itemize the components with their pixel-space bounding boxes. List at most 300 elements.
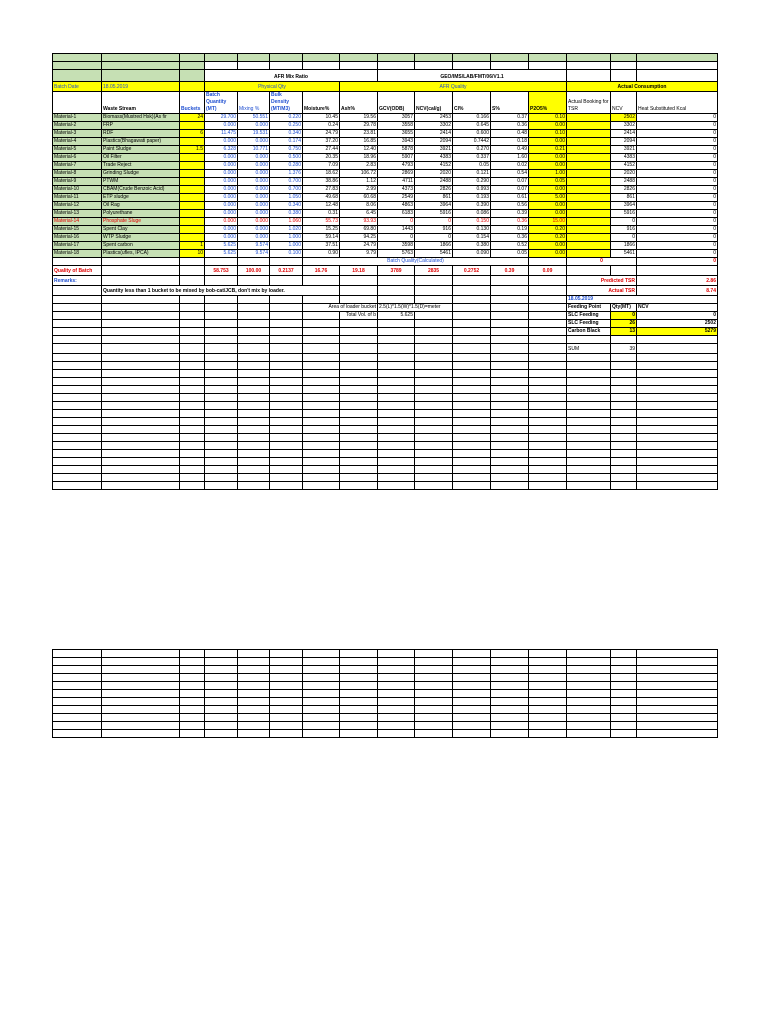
- cell[interactable]: [303, 706, 340, 714]
- ncv-value[interactable]: 2094: [611, 138, 637, 146]
- cell[interactable]: [102, 386, 180, 394]
- total-zero[interactable]: 0: [567, 258, 637, 266]
- ncv-value[interactable]: 2020: [611, 170, 637, 178]
- cell[interactable]: [270, 370, 303, 378]
- actual-booking-input[interactable]: [567, 218, 611, 226]
- column-header-mixing[interactable]: Mixing %: [238, 92, 270, 114]
- material-id[interactable]: Material-12: [53, 202, 102, 210]
- cell[interactable]: [180, 320, 205, 328]
- cell[interactable]: [303, 722, 340, 730]
- cell[interactable]: [102, 344, 180, 354]
- cell[interactable]: [270, 666, 303, 674]
- cell[interactable]: [529, 418, 567, 426]
- cell[interactable]: [529, 402, 567, 410]
- cell[interactable]: [637, 336, 718, 344]
- cell[interactable]: [238, 650, 270, 658]
- quality-moist[interactable]: 37.20: [303, 138, 340, 146]
- cell[interactable]: [180, 70, 205, 82]
- heat-substituted[interactable]: 0: [637, 210, 718, 218]
- cell[interactable]: [102, 682, 180, 690]
- loader-area-label[interactable]: Area of loader bucket: [303, 304, 378, 312]
- cell[interactable]: [53, 730, 102, 738]
- cell[interactable]: [415, 328, 453, 336]
- cell[interactable]: [567, 362, 611, 370]
- cell[interactable]: [453, 682, 491, 690]
- cell[interactable]: [453, 458, 491, 466]
- column-header-ncv2[interactable]: NCV: [611, 92, 637, 114]
- cell[interactable]: [491, 362, 529, 370]
- cell[interactable]: [53, 442, 102, 450]
- cell[interactable]: [529, 62, 567, 70]
- loader-vol[interactable]: 5.625: [378, 312, 415, 320]
- cell[interactable]: [453, 666, 491, 674]
- cell[interactable]: [53, 370, 102, 378]
- cell[interactable]: [340, 394, 378, 402]
- physical-qty-label[interactable]: Physical Qty: [205, 82, 340, 92]
- quality-gcv[interactable]: 3057: [378, 114, 415, 122]
- mixing-pct[interactable]: 0.000: [238, 186, 270, 194]
- cell[interactable]: [378, 706, 415, 714]
- cell[interactable]: [53, 434, 102, 442]
- cell[interactable]: [270, 354, 303, 362]
- cell[interactable]: [180, 362, 205, 370]
- cell[interactable]: [529, 354, 567, 362]
- cell[interactable]: [491, 54, 529, 62]
- cell[interactable]: [415, 658, 453, 666]
- cell[interactable]: [637, 266, 718, 276]
- cell[interactable]: [180, 304, 205, 312]
- cell[interactable]: [611, 434, 637, 442]
- remarks-label[interactable]: Remarks:: [53, 276, 102, 286]
- cell[interactable]: [205, 650, 238, 658]
- cell[interactable]: [637, 378, 718, 386]
- cell[interactable]: [611, 394, 637, 402]
- quality-ash[interactable]: 69.80: [340, 226, 378, 234]
- p2o5[interactable]: 0.10: [529, 114, 567, 122]
- cell[interactable]: [453, 394, 491, 402]
- cell[interactable]: [637, 402, 718, 410]
- cell[interactable]: [637, 458, 718, 466]
- material-id[interactable]: Material-18: [53, 250, 102, 258]
- quality-cl[interactable]: 0.086: [453, 210, 491, 218]
- cell[interactable]: [611, 442, 637, 450]
- cell[interactable]: [378, 276, 415, 286]
- cell[interactable]: [270, 714, 303, 722]
- mixing-pct[interactable]: 9.574: [238, 242, 270, 250]
- cell[interactable]: [637, 714, 718, 722]
- actual-booking-input[interactable]: [567, 162, 611, 170]
- material-id[interactable]: Material-7: [53, 162, 102, 170]
- cell[interactable]: [637, 394, 718, 402]
- cell[interactable]: [378, 410, 415, 418]
- batch-qty[interactable]: 0.000: [205, 234, 238, 242]
- cell[interactable]: [611, 426, 637, 434]
- cell[interactable]: [529, 658, 567, 666]
- cell[interactable]: [53, 394, 102, 402]
- material-name[interactable]: Plastics(ufles, IPCA): [102, 250, 180, 258]
- cell[interactable]: [637, 442, 718, 450]
- cell[interactable]: [238, 336, 270, 344]
- cell[interactable]: [205, 722, 238, 730]
- cell[interactable]: [491, 336, 529, 344]
- quality-gcv[interactable]: 3789: [378, 266, 415, 276]
- cell[interactable]: [53, 304, 102, 312]
- bulk-density[interactable]: 1.376: [270, 170, 303, 178]
- cell[interactable]: [180, 354, 205, 362]
- cell[interactable]: [270, 474, 303, 482]
- cell[interactable]: [205, 714, 238, 722]
- cell[interactable]: [205, 730, 238, 738]
- cell[interactable]: [205, 458, 238, 466]
- p2o5[interactable]: 15.00: [529, 218, 567, 226]
- predicted-tsr[interactable]: 2.86: [637, 276, 718, 286]
- cell[interactable]: [491, 690, 529, 698]
- cell[interactable]: [340, 54, 378, 62]
- ncv-value[interactable]: 1866: [611, 242, 637, 250]
- quality-moist[interactable]: 15.25: [303, 226, 340, 234]
- cell[interactable]: [378, 370, 415, 378]
- cell[interactable]: [102, 698, 180, 706]
- quality-ash[interactable]: 60.68: [340, 194, 378, 202]
- cell[interactable]: [529, 458, 567, 466]
- quality-ncv[interactable]: 2094: [415, 138, 453, 146]
- cell[interactable]: [529, 714, 567, 722]
- cell[interactable]: [611, 650, 637, 658]
- cell[interactable]: [567, 336, 611, 344]
- quality-s[interactable]: 0.39: [491, 210, 529, 218]
- cell[interactable]: [303, 418, 340, 426]
- cell[interactable]: [270, 706, 303, 714]
- buckets-input[interactable]: [180, 202, 205, 210]
- p2o5[interactable]: 0.20: [529, 226, 567, 234]
- mixing-pct[interactable]: 0.000: [238, 154, 270, 162]
- cell[interactable]: [180, 450, 205, 458]
- cell[interactable]: [180, 54, 205, 62]
- cell[interactable]: [378, 698, 415, 706]
- batch-date-label[interactable]: Batch Date: [53, 82, 102, 92]
- cell[interactable]: [378, 674, 415, 682]
- cell[interactable]: [415, 730, 453, 738]
- p2o5[interactable]: 1.00: [529, 170, 567, 178]
- ncv-value[interactable]: 5461: [611, 250, 637, 258]
- column-header-cl[interactable]: Cl%: [453, 92, 491, 114]
- cell[interactable]: [567, 434, 611, 442]
- buckets-input[interactable]: 10: [180, 250, 205, 258]
- cell[interactable]: [238, 730, 270, 738]
- cell[interactable]: [270, 722, 303, 730]
- cell[interactable]: [529, 650, 567, 658]
- cell[interactable]: [637, 482, 718, 490]
- quality-ash[interactable]: 29.78: [340, 122, 378, 130]
- cell[interactable]: [637, 54, 718, 62]
- cell[interactable]: [205, 666, 238, 674]
- mixing-pct[interactable]: 0.000: [238, 138, 270, 146]
- quality-ash[interactable]: 23.81: [340, 130, 378, 138]
- actual-booking-input[interactable]: [567, 242, 611, 250]
- cell[interactable]: [205, 378, 238, 386]
- bulk-density[interactable]: 0.340: [270, 130, 303, 138]
- cell[interactable]: [567, 410, 611, 418]
- quality-s[interactable]: 0.36: [491, 218, 529, 226]
- cell[interactable]: [415, 378, 453, 386]
- quality-ash[interactable]: 18.96: [340, 154, 378, 162]
- cell[interactable]: [102, 296, 180, 304]
- quality-moist[interactable]: 49.68: [303, 194, 340, 202]
- cell[interactable]: [415, 336, 453, 344]
- sum-label[interactable]: SUM: [567, 344, 611, 354]
- cell[interactable]: [303, 658, 340, 666]
- cell[interactable]: [102, 62, 180, 70]
- quality-moist[interactable]: 55.73: [303, 218, 340, 226]
- cell[interactable]: [611, 450, 637, 458]
- quality-ash[interactable]: 12.40: [340, 146, 378, 154]
- cell[interactable]: [340, 650, 378, 658]
- cell[interactable]: [567, 266, 611, 276]
- cell[interactable]: [102, 434, 180, 442]
- cell[interactable]: [303, 674, 340, 682]
- cell[interactable]: [53, 722, 102, 730]
- cell[interactable]: [637, 466, 718, 474]
- cell[interactable]: [567, 682, 611, 690]
- quality-gcv[interactable]: 5763: [378, 250, 415, 258]
- cell[interactable]: [378, 354, 415, 362]
- p2o5[interactable]: 0.05: [529, 178, 567, 186]
- cell[interactable]: [303, 666, 340, 674]
- cell[interactable]: [180, 442, 205, 450]
- cell[interactable]: [180, 434, 205, 442]
- quality-bd[interactable]: 0.2137: [270, 266, 303, 276]
- cell[interactable]: [303, 54, 340, 62]
- cell[interactable]: [205, 276, 238, 286]
- material-id[interactable]: Material-17: [53, 242, 102, 250]
- cell[interactable]: [415, 458, 453, 466]
- cell[interactable]: [378, 402, 415, 410]
- actual-booking-input[interactable]: [567, 226, 611, 234]
- cell[interactable]: [238, 682, 270, 690]
- cell[interactable]: [415, 722, 453, 730]
- cell[interactable]: [567, 698, 611, 706]
- quality-s[interactable]: 0.37: [491, 114, 529, 122]
- quality-gcv[interactable]: 0: [378, 234, 415, 242]
- cell[interactable]: [102, 320, 180, 328]
- cell[interactable]: [270, 434, 303, 442]
- cell[interactable]: [567, 466, 611, 474]
- cell[interactable]: [102, 304, 180, 312]
- p2o5[interactable]: 0.00: [529, 162, 567, 170]
- actual-booking-input[interactable]: [567, 138, 611, 146]
- mixing-pct[interactable]: 0.000: [238, 170, 270, 178]
- cell[interactable]: [205, 474, 238, 482]
- heat-substituted[interactable]: 0: [637, 202, 718, 210]
- cell[interactable]: [529, 276, 567, 286]
- cell[interactable]: [238, 344, 270, 354]
- cell[interactable]: [378, 722, 415, 730]
- cell[interactable]: [611, 354, 637, 362]
- batch-qty[interactable]: 0.000: [205, 202, 238, 210]
- ncv-value[interactable]: 2826: [611, 186, 637, 194]
- cell[interactable]: [270, 650, 303, 658]
- cell[interactable]: [340, 466, 378, 474]
- feeding-qty[interactable]: 13: [611, 328, 637, 336]
- quality-cl[interactable]: 0.993: [453, 186, 491, 194]
- cell[interactable]: [453, 658, 491, 666]
- cell[interactable]: [102, 362, 180, 370]
- cell[interactable]: [567, 426, 611, 434]
- cell[interactable]: [303, 276, 340, 286]
- cell[interactable]: [102, 70, 180, 82]
- cell[interactable]: [303, 328, 340, 336]
- cell[interactable]: [567, 62, 611, 70]
- cell[interactable]: [270, 698, 303, 706]
- mixing-pct[interactable]: 0.000: [238, 202, 270, 210]
- column-header-batch-qty[interactable]: Batch Quantity (MT): [205, 92, 238, 114]
- cell[interactable]: [453, 362, 491, 370]
- cell[interactable]: [453, 304, 491, 312]
- cell[interactable]: [415, 450, 453, 458]
- cell[interactable]: [453, 482, 491, 490]
- cell[interactable]: [270, 328, 303, 336]
- bulk-density[interactable]: 1.020: [270, 226, 303, 234]
- cell[interactable]: [303, 312, 340, 320]
- quality-cl[interactable]: 0.380: [453, 242, 491, 250]
- buckets-input[interactable]: [180, 162, 205, 170]
- cell[interactable]: [611, 370, 637, 378]
- feeding-ncv[interactable]: 5279: [637, 328, 718, 336]
- cell[interactable]: [378, 482, 415, 490]
- cell[interactable]: [637, 70, 718, 82]
- ncv-value[interactable]: 4152: [611, 162, 637, 170]
- cell[interactable]: [637, 474, 718, 482]
- cell[interactable]: [491, 378, 529, 386]
- cell[interactable]: [611, 730, 637, 738]
- cell[interactable]: [205, 362, 238, 370]
- ncv-value[interactable]: 3921: [611, 146, 637, 154]
- batch-qty[interactable]: 0.000: [205, 210, 238, 218]
- cell[interactable]: [378, 474, 415, 482]
- bulk-density[interactable]: 0.700: [270, 186, 303, 194]
- actual-booking-input[interactable]: [567, 170, 611, 178]
- cell[interactable]: [567, 418, 611, 426]
- cell[interactable]: [53, 418, 102, 426]
- cell[interactable]: [205, 706, 238, 714]
- cell[interactable]: [53, 426, 102, 434]
- material-id[interactable]: Material-14: [53, 218, 102, 226]
- cell[interactable]: [529, 706, 567, 714]
- cell[interactable]: [611, 666, 637, 674]
- cell[interactable]: [415, 62, 453, 70]
- cell[interactable]: [529, 320, 567, 328]
- cell[interactable]: [378, 418, 415, 426]
- cell[interactable]: [53, 674, 102, 682]
- cell[interactable]: [567, 442, 611, 450]
- cell[interactable]: [205, 386, 238, 394]
- material-id[interactable]: Material-3: [53, 130, 102, 138]
- cell[interactable]: [415, 354, 453, 362]
- cell[interactable]: [378, 666, 415, 674]
- cell[interactable]: [205, 410, 238, 418]
- quality-cl[interactable]: 0.05: [453, 162, 491, 170]
- cell[interactable]: [205, 328, 238, 336]
- cell[interactable]: [238, 402, 270, 410]
- quality-moist[interactable]: 16.76: [303, 266, 340, 276]
- cell[interactable]: [53, 658, 102, 666]
- cell[interactable]: [180, 386, 205, 394]
- p2o5[interactable]: 0.00: [529, 210, 567, 218]
- quality-ncv[interactable]: 4383: [415, 154, 453, 162]
- p2o5[interactable]: 0.10: [529, 130, 567, 138]
- cell[interactable]: [415, 682, 453, 690]
- material-name[interactable]: Biomass(Mustred Hsk)(As fir: [102, 114, 180, 122]
- quality-ncv[interactable]: 3964: [415, 202, 453, 210]
- cell[interactable]: [180, 266, 205, 276]
- bulk-density[interactable]: 1.000: [270, 242, 303, 250]
- cell[interactable]: [491, 402, 529, 410]
- quality-moist[interactable]: 27.83: [303, 186, 340, 194]
- cell[interactable]: [529, 674, 567, 682]
- p2o5[interactable]: 0.00: [529, 122, 567, 130]
- material-id[interactable]: Material-10: [53, 186, 102, 194]
- cell[interactable]: [238, 258, 270, 266]
- cell[interactable]: [270, 386, 303, 394]
- cell[interactable]: [238, 658, 270, 666]
- cell[interactable]: [340, 666, 378, 674]
- quality-p[interactable]: 0.09: [529, 266, 567, 276]
- material-name[interactable]: Phosphate Sluge: [102, 218, 180, 226]
- cell[interactable]: [415, 426, 453, 434]
- cell[interactable]: [378, 458, 415, 466]
- cell[interactable]: [303, 336, 340, 344]
- cell[interactable]: [415, 370, 453, 378]
- cell[interactable]: [180, 312, 205, 320]
- cell[interactable]: [637, 666, 718, 674]
- cell[interactable]: [453, 442, 491, 450]
- cell[interactable]: [491, 466, 529, 474]
- cell[interactable]: [637, 370, 718, 378]
- cell[interactable]: [453, 286, 491, 296]
- cell[interactable]: [491, 474, 529, 482]
- heat-substituted[interactable]: 0: [637, 218, 718, 226]
- cell[interactable]: [415, 434, 453, 442]
- quality-moist[interactable]: 10.45: [303, 114, 340, 122]
- buckets-input[interactable]: [180, 194, 205, 202]
- quality-gcv[interactable]: 3943: [378, 138, 415, 146]
- cell[interactable]: [180, 394, 205, 402]
- cell[interactable]: [611, 410, 637, 418]
- sum-value[interactable]: 39: [611, 344, 637, 354]
- cell[interactable]: [270, 682, 303, 690]
- actual-booking-input[interactable]: [567, 146, 611, 154]
- quality-ash[interactable]: 6.45: [340, 210, 378, 218]
- cell[interactable]: [453, 730, 491, 738]
- quality-s[interactable]: 0.19: [491, 226, 529, 234]
- mixing-pct[interactable]: 19.531: [238, 130, 270, 138]
- batch-quality-label[interactable]: Batch Quality(Calculated): [303, 258, 529, 266]
- cell[interactable]: [102, 482, 180, 490]
- cell[interactable]: [529, 410, 567, 418]
- heat-substituted[interactable]: 0: [637, 114, 718, 122]
- cell[interactable]: [378, 54, 415, 62]
- quality-s[interactable]: 0.49: [491, 146, 529, 154]
- cell[interactable]: [415, 394, 453, 402]
- cell[interactable]: [637, 730, 718, 738]
- loader-formula[interactable]: 2.5(L)*1.5(W)*1.5(D)=meter: [378, 304, 453, 312]
- cell[interactable]: [340, 402, 378, 410]
- cell[interactable]: [270, 296, 303, 304]
- cell[interactable]: [529, 386, 567, 394]
- cell[interactable]: [270, 320, 303, 328]
- quality-moist[interactable]: 20.35: [303, 154, 340, 162]
- cell[interactable]: [53, 386, 102, 394]
